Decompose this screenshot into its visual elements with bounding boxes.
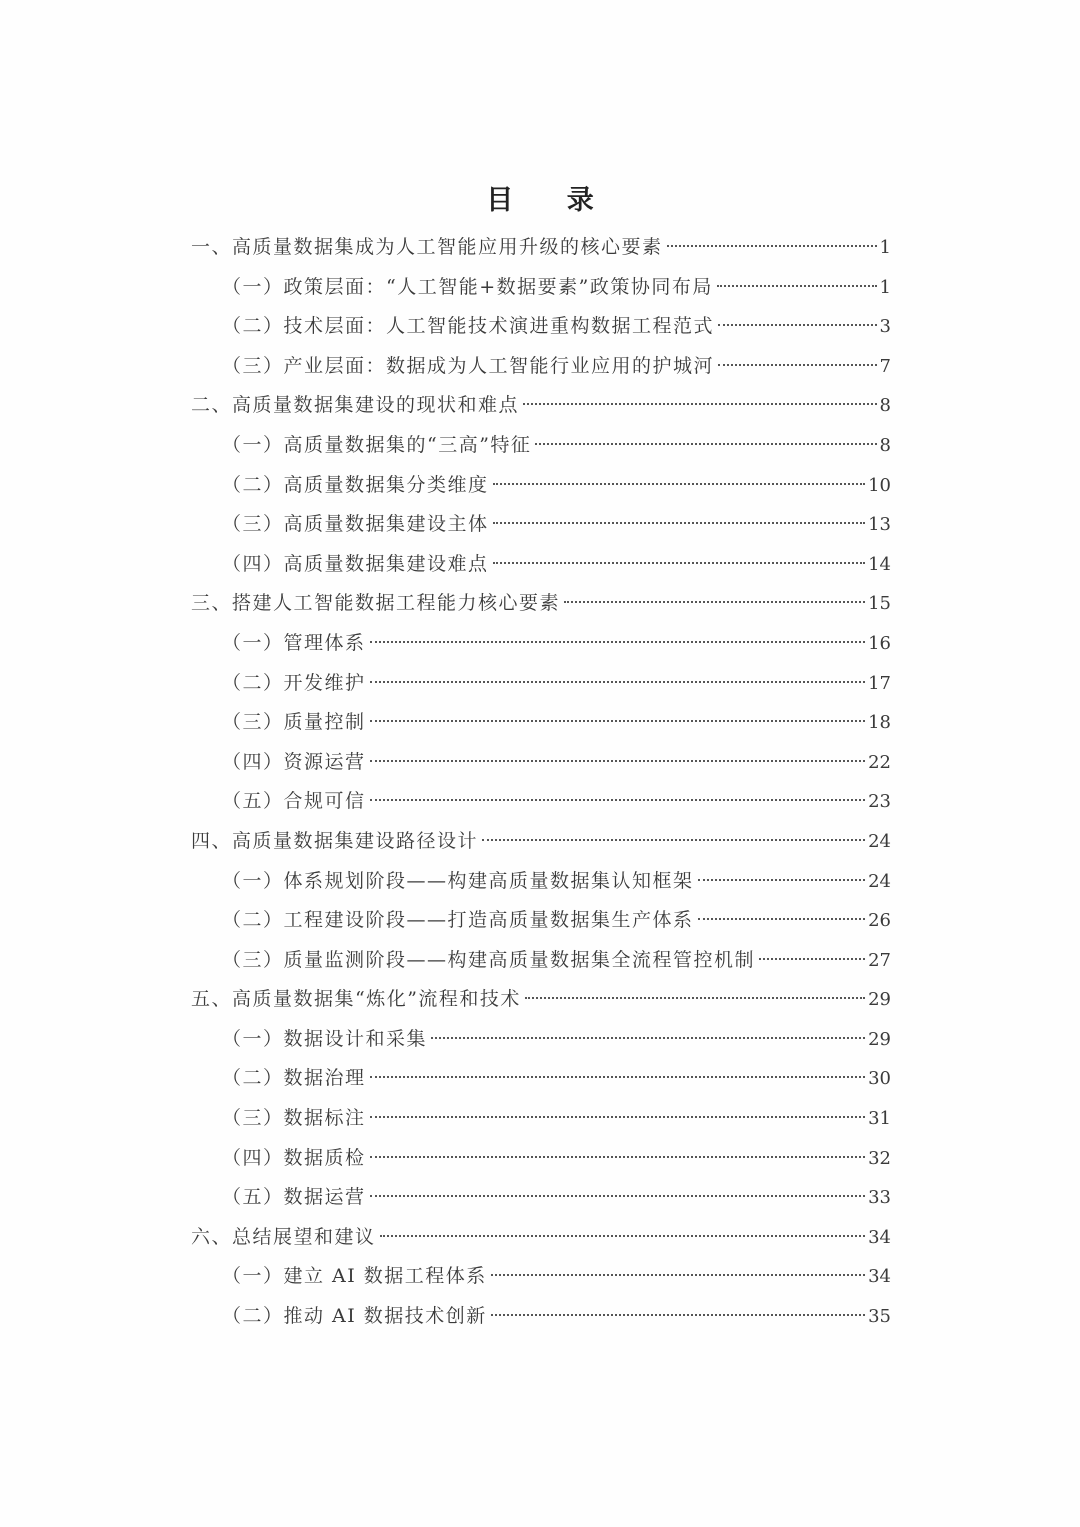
dot-leader (667, 245, 877, 247)
toc-entry[interactable] (191, 822, 891, 862)
toc-entry-label: （三）高质量数据集建设主体 (222, 513, 489, 536)
toc-page-number: 17 (868, 672, 891, 694)
toc-entry-label: 四、高质量数据集建设路径设计 (191, 829, 479, 852)
dot-leader (370, 760, 866, 762)
dot-leader (718, 324, 877, 326)
dot-leader (698, 918, 866, 920)
toc-page-number: 13 (868, 514, 891, 536)
toc-entry-label: （四）数据质检 (222, 1146, 366, 1169)
toc-page-number: 18 (868, 712, 891, 734)
toc-entry[interactable] (191, 1059, 891, 1099)
toc-page-number: 29 (868, 1028, 891, 1050)
toc-page-number: 31 (868, 1108, 891, 1130)
toc-entry[interactable] (191, 624, 891, 664)
toc-page-number: 8 (879, 434, 891, 456)
toc-page-number: 16 (868, 632, 891, 654)
dot-leader (370, 641, 866, 643)
dot-leader (370, 681, 866, 683)
toc-entry-label: （一）体系规划阶段——构建高质量数据集认知框架 (222, 869, 694, 892)
toc-entry-label: （一）高质量数据集的“三高”特征 (222, 433, 532, 456)
toc-entry[interactable] (191, 1218, 891, 1258)
toc-page-number: 22 (868, 751, 891, 773)
toc-entry-label: （五）合规可信 (222, 790, 366, 813)
toc-page-number: 32 (868, 1147, 891, 1169)
toc-entry-label: （三）质量监测阶段——构建高质量数据集全流程管控机制 (222, 948, 756, 971)
toc-page-number: 3 (879, 316, 891, 338)
dot-leader (493, 562, 866, 564)
toc-entry[interactable] (191, 1099, 891, 1139)
toc-entry[interactable] (191, 782, 891, 822)
toc-page-number: 33 (868, 1187, 891, 1209)
toc-entry[interactable] (191, 1139, 891, 1179)
toc-entry-label: （二）开发维护 (222, 671, 366, 694)
toc-entry[interactable] (191, 545, 891, 585)
toc-entry[interactable] (191, 426, 891, 466)
toc-entry[interactable] (191, 664, 891, 704)
toc-entry[interactable] (191, 1178, 891, 1218)
dot-leader (370, 799, 866, 801)
toc-entry-label: （二）推动 AI 数据技术创新 (222, 1305, 487, 1328)
toc-entry-label: （三）产业层面：数据成为人工智能行业应用的护城河 (222, 354, 715, 377)
toc-entry-label: （二）工程建设阶段——打造高质量数据集生产体系 (222, 909, 694, 932)
toc-page-number: 15 (868, 593, 891, 615)
toc-entry-label: （二）数据治理 (222, 1067, 366, 1090)
toc-entry[interactable] (191, 228, 891, 268)
toc-entry[interactable] (191, 1257, 891, 1297)
toc-entry-label: 三、搭建人工智能数据工程能力核心要素 (191, 592, 561, 615)
toc-entry[interactable] (191, 466, 891, 506)
dot-leader (370, 1116, 866, 1118)
toc-page-number: 29 (868, 989, 891, 1011)
toc-entry-label: （二）技术层面：人工智能技术演进重构数据工程范式 (222, 315, 715, 338)
toc-page-number: 24 (868, 870, 891, 892)
toc-entry-label: （四）高质量数据集建设难点 (222, 552, 489, 575)
toc-page-number: 34 (868, 1266, 891, 1288)
toc-page-number: 27 (868, 949, 891, 971)
dot-leader (523, 403, 877, 405)
toc-entry-label: 二、高质量数据集建设的现状和难点 (191, 394, 520, 417)
toc-entry-label: （一）政策层面：“人工智能+数据要素”政策协同布局 (222, 275, 713, 298)
toc-entry-label: （四）资源运营 (222, 750, 366, 773)
dot-leader (370, 1156, 866, 1158)
dot-leader (698, 879, 866, 881)
toc-entry[interactable] (191, 386, 891, 426)
toc-entry[interactable] (191, 268, 891, 308)
dot-leader (491, 1274, 865, 1276)
toc-entry[interactable] (191, 307, 891, 347)
toc-entry[interactable] (191, 941, 891, 981)
toc-page-number: 24 (868, 830, 891, 852)
dot-leader (431, 1037, 865, 1039)
toc-page-number: 10 (868, 474, 891, 496)
dot-leader (482, 839, 865, 841)
page-title: 目 录 (486, 185, 616, 216)
dot-leader (370, 1076, 866, 1078)
dot-leader (491, 1314, 865, 1316)
toc-page-number: 34 (868, 1226, 891, 1248)
toc-page-number: 14 (868, 553, 891, 575)
toc-page-number: 8 (879, 395, 891, 417)
dot-leader (370, 1195, 866, 1197)
toc-page-number: 7 (879, 355, 891, 377)
toc-entry-label: （一）建立 AI 数据工程体系 (222, 1265, 487, 1288)
toc-entry-label: （二）高质量数据集分类维度 (222, 473, 489, 496)
toc-entry-label: （五）数据运营 (222, 1186, 366, 1209)
toc-page-number: 23 (868, 791, 891, 813)
toc-page-number: 30 (868, 1068, 891, 1090)
dot-leader (759, 958, 865, 960)
toc-entry-label: 五、高质量数据集“炼化”流程和技术 (191, 988, 521, 1011)
toc-entry-label: （一）数据设计和采集 (222, 1027, 428, 1050)
dot-leader (717, 285, 877, 287)
dot-leader (493, 522, 866, 524)
toc-entry[interactable] (191, 703, 891, 743)
dot-leader (564, 601, 865, 603)
dot-leader (525, 997, 865, 999)
table-of-contents (191, 228, 891, 1337)
toc-entry-label: （一）管理体系 (222, 631, 366, 654)
dot-leader (370, 720, 866, 722)
toc-page-number: 35 (868, 1306, 891, 1328)
toc-entry[interactable] (191, 862, 891, 902)
toc-entry-label: （三）质量控制 (222, 711, 366, 734)
toc-entry-label: 一、高质量数据集成为人工智能应用升级的核心要素 (191, 236, 663, 258)
toc-entry-label: 六、总结展望和建议 (191, 1225, 376, 1248)
toc-entry[interactable] (191, 584, 891, 624)
toc-entry[interactable] (191, 1297, 891, 1337)
toc-entry[interactable] (191, 347, 891, 387)
toc-entry-label: （三）数据标注 (222, 1107, 366, 1130)
toc-entry[interactable] (191, 901, 891, 941)
toc-entry[interactable] (191, 980, 891, 1020)
dot-leader (380, 1235, 866, 1237)
toc-entry[interactable] (191, 1020, 891, 1060)
toc-entry[interactable] (191, 743, 891, 783)
toc-page-number: 26 (868, 910, 891, 932)
toc-entry[interactable] (191, 505, 891, 545)
dot-leader (535, 443, 876, 445)
toc-page-number: 1 (879, 276, 891, 298)
toc-page-number: 1 (879, 237, 891, 258)
dot-leader (718, 364, 877, 366)
dot-leader (493, 483, 866, 485)
